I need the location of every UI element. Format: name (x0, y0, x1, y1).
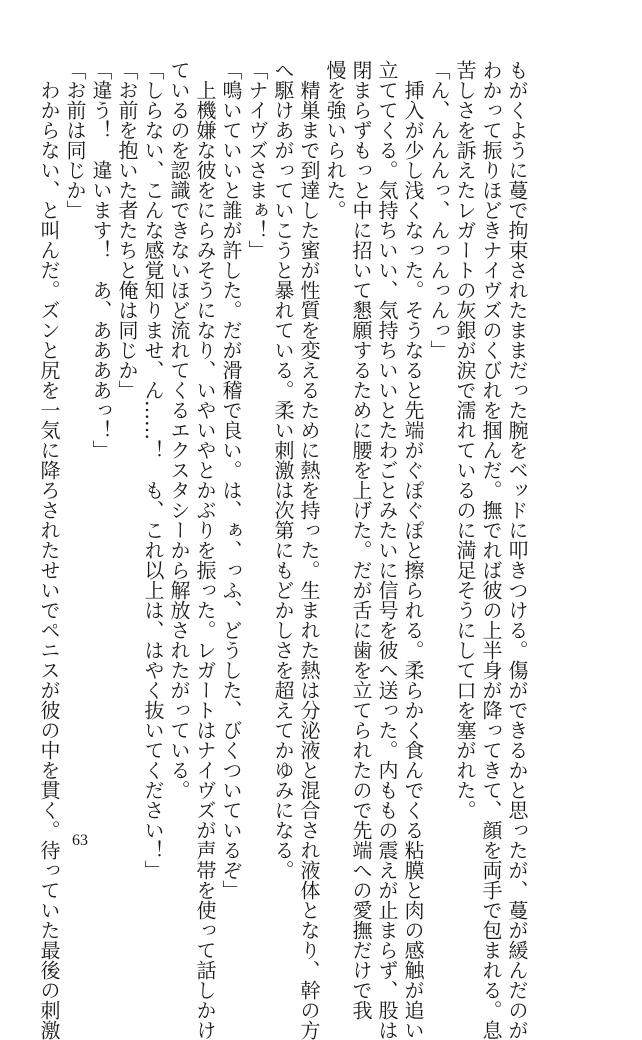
page-number: 63 (72, 832, 88, 849)
text-line: 「鳴いていいと誰が許した。だが滑稽で良い。は、ぁ、っふ、どうした、びくついているぞ」 (219, 60, 243, 900)
text-line: 「お前を抱いた者たちと俺は同じか」 (115, 60, 139, 400)
text-line: 「ナイヴズさまぁ！」 (245, 60, 269, 260)
text-line: 上機嫌な彼をにらみそうになり、いやいやとかぶりを振った。レガートはナイヴズが声帯を使って話しかけ (193, 60, 217, 1040)
text-line: 「ん、んんんっ、んっんっんっ」 (427, 60, 451, 360)
text-line: 精巣まで到達した蜜が性質を変えるために熱を持った。生まれた熱は分泌液と混合され液体となり、幹の方 (297, 60, 321, 1040)
text-line: 慢を強いられた。 (323, 60, 347, 220)
text-line: 「しらない、こんな感覚知りませ、ん……！ も、これ以上は、はやく抜いてください！」 (141, 60, 165, 880)
text-line: 「違う！ 違います！ あ、ああああっ！」 (89, 60, 113, 460)
text-line: わかって振りほどきナイヴズのくびれを掴んだ。撫でれば彼の上半身が降ってきて、顔を両手で包まれる。息 (479, 60, 503, 1040)
text-line: ているのを認識できないほど流れてくるエクスタシーから解放されたがっている。 (167, 60, 191, 800)
text-line: もがくように蔓で拘束されたままだった腕をベッドに叩きつける。傷ができるかと思ったが、蔓が緩んだのが (505, 60, 529, 1040)
text-line: 閉まらずもっと中に招いて懇願するために腰を上げた。だが舌に歯を立てられたので先端への愛撫だけで我 (349, 60, 373, 1020)
text-line: 「お前は同じか」 (63, 60, 87, 220)
text-line: 挿入が少し浅くなった。そうなると先端がぐぽぐぽと擦られる。柔らかく食んでくる粘膜と肉の感触が追い (401, 60, 425, 1040)
text-line: 苦しさを訴えたレガートの灰銀が涙で濡れているのに満足そうにして口を塞がれた。 (453, 60, 477, 820)
text-line: わからない、と叫んだ。ズンと尻を一気に降ろされたせいでペニスが彼の中を貫く。待っていた最後の刺激 (37, 60, 61, 1040)
text-line: 立ててくる。気持ちいい、気持ちいいとたわごとみたいに信号を彼へ送った。内ももの震えが止まらず、股は (375, 60, 399, 1040)
text-line: へ駆けあがっていこうと暴れている。柔い刺激は次第にもどかしさを超えてかゆみになる。 (271, 60, 295, 880)
